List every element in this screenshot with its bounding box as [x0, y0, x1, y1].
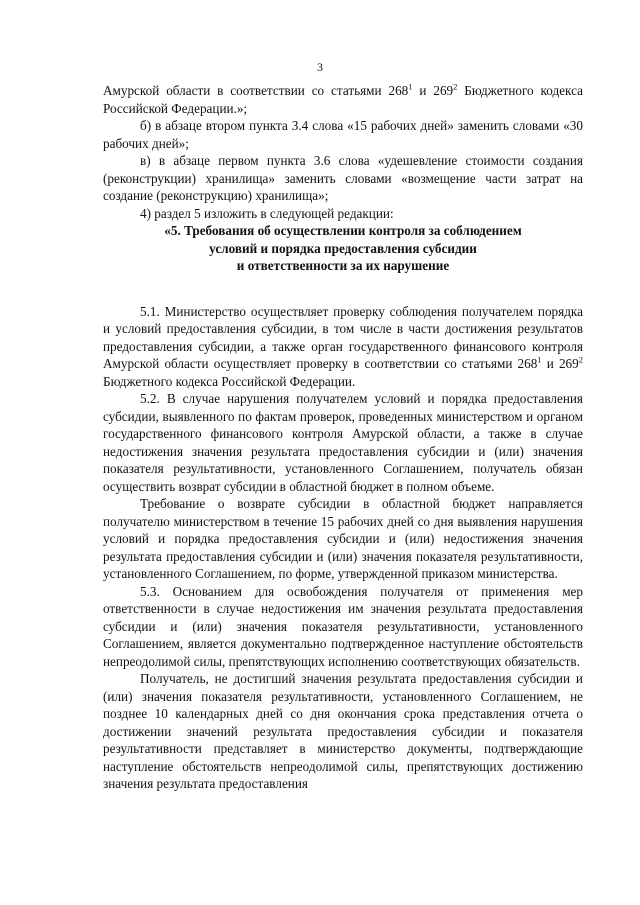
document-body — [103, 82, 583, 793]
paragraph-item-v: в) в абзаце первом пункта 3.6 слова «удешевление стоимости создания (реконструкции) хранилища» заменить словами «возмещение части затрат на создание (реконструкцию) хранилища»; — [103, 153, 583, 203]
paragraph-item-b: б) в абзаце втором пункта 3.4 слова «15 рабочих дней» заменить словами «30 рабочих дней»; — [103, 118, 583, 151]
paragraph-5-2: 5.2. В случае нарушения получателем условий и порядка предоставления субсидии, выявленного по фактам проверок, проведенных министерством и органом государственного финансового контроля Амурской области, а также в случае недостижения значения результата предоставления субсидии и (или) значения показателя результативности, установленного Соглашением, получатель обязан осуществить возврат субсидии в областной бюджет в полном объеме. — [103, 391, 583, 494]
paragraph-continuation: Амурской области в соответствии со статьями $268^1$ и $269^2$ Бюджетного кодекса Российской Федерации.»; — [103, 81, 583, 116]
paragraph-5-1: 5.1. Министерство осуществляет проверку соблюдения получателем порядка и условий предоставления субсидии, в том числе в части достижения результатов предоставления субсидии, а также орган государственного финансового контроля Амурской области осуществляет проверку в соответствии со статьями $268^1$ и $269^2$ Бюджетного кодекса Российской Федерации. — [103, 303, 583, 389]
paragraph-5-3-recipient: Получатель, не достигший значения результата предоставления субсидии и (или) значения показателя результативности, установленного Соглашением, не позднее 10 календарных дней со дня окончания срока представления отчета о достижении значений результата предоставления субсидии и показателя результативности представляет в министерство документы, подтверждающие наступление обстоятельств непреодолимой силы, препятствующих достижению значения результата предоставления — [103, 671, 583, 791]
paragraph-item-4: 4) раздел 5 изложить в следующей редакции: — [140, 205, 394, 221]
paragraph-5-2-requirement: Требование о возврате субсидии в областной бюджет направляется получателю министерством в течение 15 рабочих дней со дня выявления нарушения условий и порядка предоставления субсидии и (или) недостижения значения результата предоставления субсидии и (или) значения показателя результативности, установленного Соглашением, по форме, утвержденной приказом министерства. — [103, 496, 583, 581]
paragraph-5-3: 5.3. Основанием для освобождения получателя от применения мер ответственности в случае недостижения им значения результата предоставления субсидии и (или) значения показателя результативности, установленного Соглашением, является документально подтвержденное наступление обстоятельств непреодолимой силы, препятствующих исполнению соответствующих обязательств. — [103, 583, 583, 669]
section-heading: «5. Требования об осуществлении контроля за соблюдением условий и порядка предоставления субсидии и ответственности за их нарушение — [164, 223, 522, 273]
spacer — [103, 292, 583, 303]
page-number: 3 — [317, 60, 323, 74]
